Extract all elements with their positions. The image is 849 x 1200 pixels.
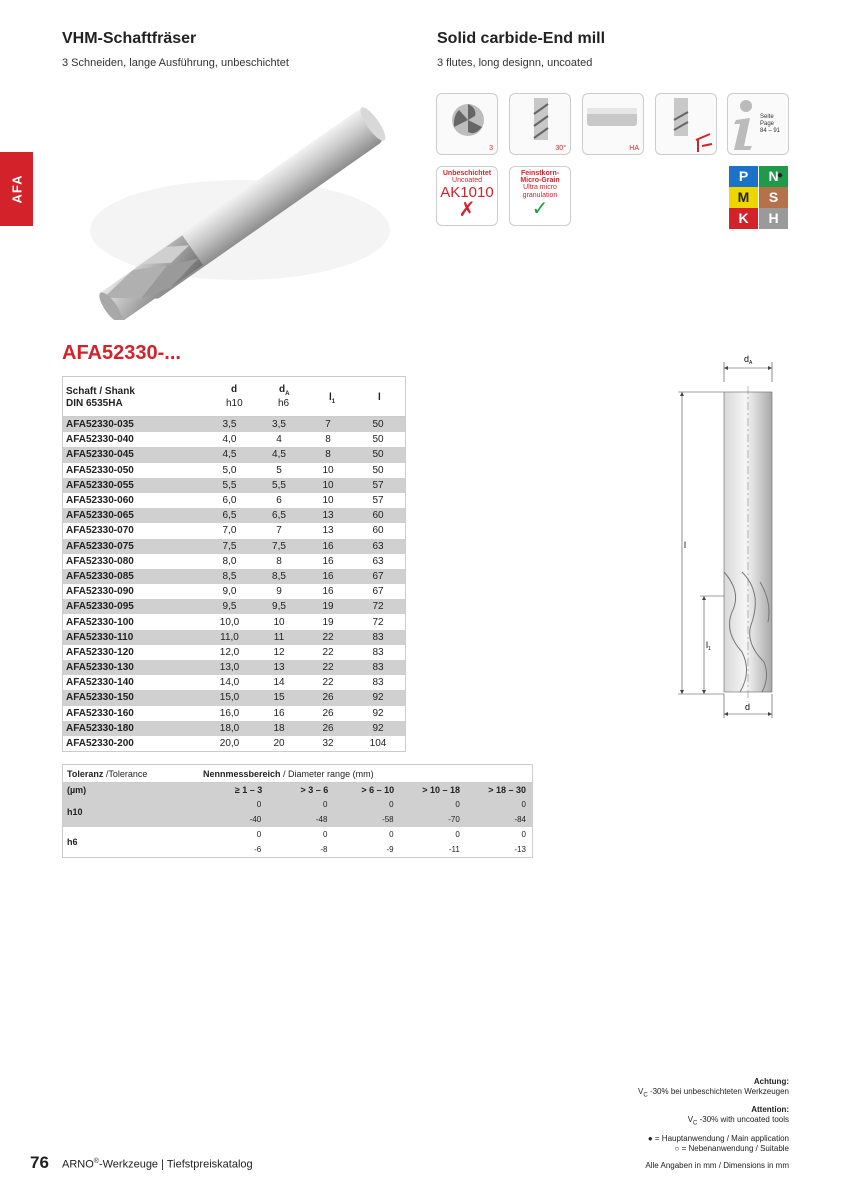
dimension-value: 6,0 bbox=[222, 495, 237, 507]
table-row bbox=[63, 690, 405, 705]
dimension-value: 22 bbox=[322, 677, 334, 689]
range-4: > 10 – 18 bbox=[422, 785, 461, 795]
micro-grain-box bbox=[509, 166, 571, 226]
dimension-value: 7,5 bbox=[222, 540, 237, 552]
dimension-value: 16 bbox=[322, 540, 334, 552]
grain-label-1: Feinstkorn- bbox=[520, 170, 560, 177]
table-row bbox=[63, 721, 405, 736]
dimension-value: 8,5 bbox=[272, 570, 286, 582]
dimension-value: 4 bbox=[276, 434, 282, 446]
dimension-value: 20,0 bbox=[219, 738, 240, 750]
range-header-row bbox=[63, 783, 532, 797]
article-number: AFA52330-070 bbox=[66, 525, 134, 537]
coating-grade: AK1010 bbox=[440, 184, 494, 201]
attention-en-text: $V_C$ -30% with uncoated tools bbox=[687, 1114, 789, 1127]
dimension-value: 5 bbox=[276, 464, 282, 476]
tolerance-label: h10 bbox=[67, 807, 83, 817]
tolerance-title: Toleranz /Tolerance bbox=[67, 768, 148, 779]
dimension-value: 6,5 bbox=[272, 510, 286, 522]
cutting-direction-icon bbox=[655, 93, 717, 155]
dimension-value: 9,5 bbox=[222, 601, 237, 613]
tol-value: 0 bbox=[389, 800, 394, 809]
material-n: N bbox=[759, 166, 788, 187]
article-number: AFA52330-055 bbox=[66, 479, 134, 491]
grain-label-2: Micro-Grain bbox=[520, 177, 560, 184]
table-row bbox=[63, 584, 405, 599]
article-number: AFA52330-120 bbox=[66, 646, 134, 658]
dimension-value: 83 bbox=[372, 631, 384, 643]
dimension-value: 26 bbox=[322, 692, 334, 704]
dimension-value: 22 bbox=[322, 662, 334, 674]
dimension-value: 63 bbox=[372, 555, 384, 567]
dimension-value: 50 bbox=[372, 434, 384, 446]
dimension-value: 83 bbox=[372, 646, 384, 658]
check-icon: ✓ bbox=[531, 198, 549, 220]
dimension-value: 5,5 bbox=[222, 479, 237, 491]
dimension-value: 57 bbox=[372, 495, 384, 507]
catalog-name: ARNO®-Werkzeuge | Tiefstpreiskatalog bbox=[62, 1158, 253, 1171]
unit-label: (µm) bbox=[67, 785, 87, 795]
article-number: AFA52330-065 bbox=[66, 510, 134, 522]
helix-angle-icon bbox=[509, 93, 571, 155]
dimension-value: 16,0 bbox=[219, 707, 240, 719]
article-number: AFA52330-110 bbox=[66, 631, 134, 643]
dimension-value: 8 bbox=[325, 449, 331, 461]
article-number: AFA52330-200 bbox=[66, 738, 134, 750]
attention-de-text: $V_C$ -30% bei unbeschichteten Werkzeugen bbox=[638, 1087, 789, 1099]
article-number: AFA52330-130 bbox=[66, 662, 134, 674]
technical-drawing bbox=[672, 352, 784, 722]
dimension-value: 67 bbox=[372, 570, 384, 582]
info-icon bbox=[727, 93, 789, 155]
tol-value: -84 bbox=[514, 815, 526, 824]
header-da-tol: h6 bbox=[278, 398, 290, 409]
table-row bbox=[63, 614, 405, 629]
article-number: AFA52330-095 bbox=[66, 601, 134, 613]
tol-value: 0 bbox=[256, 830, 262, 839]
dimension-value: 6 bbox=[276, 495, 282, 507]
table-header bbox=[63, 377, 405, 417]
dimension-value: 8 bbox=[276, 555, 282, 567]
header-din: DIN 6535HA bbox=[66, 398, 123, 409]
grain-label-4: granulation bbox=[522, 192, 558, 199]
page-number: 76 bbox=[30, 1153, 49, 1172]
dimension-value: 3,5 bbox=[272, 419, 286, 431]
dimension-value: 16 bbox=[273, 707, 285, 719]
material-h: H bbox=[759, 208, 788, 229]
article-number: AFA52330-045 bbox=[66, 449, 134, 461]
material-k: K bbox=[729, 208, 758, 229]
tolerance-label: h6 bbox=[67, 837, 78, 847]
drawing-label-l1: $l_1$ bbox=[706, 640, 711, 652]
shank-form-icon bbox=[582, 93, 644, 155]
article-number: AFA52330-080 bbox=[66, 555, 134, 567]
range-2: > 3 – 6 bbox=[300, 785, 329, 795]
title-german: VHM-Schaftfräser bbox=[62, 30, 197, 47]
coating-box bbox=[436, 166, 498, 226]
tolerance-row-h6 bbox=[63, 827, 532, 857]
dimension-value: 72 bbox=[372, 601, 384, 613]
tol-value: -11 bbox=[448, 845, 460, 854]
dimension-value: 15,0 bbox=[219, 692, 240, 704]
dimension-value: 26 bbox=[322, 707, 334, 719]
tol-value: 0 bbox=[521, 800, 526, 809]
table-row bbox=[63, 523, 405, 538]
dimension-value: 50 bbox=[372, 419, 384, 431]
dimension-value: 13,0 bbox=[219, 662, 240, 674]
drawing-label-d: d bbox=[745, 702, 751, 712]
table-row bbox=[63, 447, 405, 462]
dimension-value: 83 bbox=[372, 662, 384, 674]
helix-angle-value: 30° bbox=[555, 145, 566, 152]
range-3: > 6 – 10 bbox=[361, 785, 395, 795]
table-body bbox=[63, 417, 405, 751]
tol-value: -48 bbox=[315, 815, 328, 824]
legend-suitable: ○ = Nebenanwendung / Suitable bbox=[674, 1144, 789, 1154]
dimension-table bbox=[62, 376, 406, 752]
material-s: S bbox=[759, 187, 788, 208]
dimension-value: 15 bbox=[273, 692, 285, 704]
dimension-value: 4,0 bbox=[222, 434, 237, 446]
dimension-value: 67 bbox=[372, 586, 384, 598]
tol-value: 0 bbox=[521, 830, 526, 839]
coating-label-en: Uncoated bbox=[452, 177, 482, 184]
dimension-value: 11 bbox=[273, 631, 285, 643]
dimension-value: 14 bbox=[273, 677, 285, 689]
dimension-value: 32 bbox=[322, 738, 334, 750]
tol-value: -58 bbox=[382, 815, 394, 824]
dimension-value: 8,5 bbox=[222, 570, 237, 582]
table-row bbox=[63, 432, 405, 447]
dimension-value: 20 bbox=[273, 738, 285, 750]
dimension-value: 19 bbox=[322, 616, 334, 628]
article-number: AFA52330-140 bbox=[66, 677, 134, 689]
dimension-value: 16 bbox=[322, 570, 334, 582]
dimension-value: 12 bbox=[273, 646, 285, 658]
article-number: AFA52330-180 bbox=[66, 722, 134, 734]
dimension-value: 92 bbox=[372, 707, 384, 719]
subtitle-english: 3 flutes, long designn, uncoated bbox=[437, 57, 593, 69]
dimension-value: 10 bbox=[322, 464, 334, 476]
article-number: AFA52330-100 bbox=[66, 616, 134, 628]
dimension-value: 50 bbox=[372, 449, 384, 461]
dimension-value: 16 bbox=[322, 555, 334, 567]
tol-value: 0 bbox=[455, 830, 460, 839]
section-tab-label: AFA bbox=[9, 174, 24, 204]
dimensions-note: Alle Angaben in mm / Dimensions in mm bbox=[645, 1161, 789, 1170]
dimension-value: 22 bbox=[322, 631, 334, 643]
tol-value: -40 bbox=[249, 815, 262, 824]
dimension-value: 60 bbox=[372, 525, 384, 537]
drawing-label-da: $d_A$ bbox=[744, 354, 753, 366]
table-row bbox=[63, 417, 405, 432]
table-row bbox=[63, 463, 405, 478]
dimension-value: 7,5 bbox=[272, 540, 286, 552]
article-number: AFA52330-085 bbox=[66, 570, 134, 582]
dimension-value: 14,0 bbox=[219, 677, 240, 689]
table-row bbox=[63, 493, 405, 508]
table-row bbox=[63, 478, 405, 493]
tol-value: -6 bbox=[254, 845, 262, 854]
table-row bbox=[63, 599, 405, 614]
subtitle-german: 3 Schneiden, lange Ausführung, unbeschichtet bbox=[62, 57, 289, 69]
header-l1: $l_1$ bbox=[329, 392, 336, 405]
grain-label-3: Ultra micro bbox=[523, 184, 557, 191]
dimension-value: 50 bbox=[372, 464, 384, 476]
dimension-value: 19 bbox=[322, 601, 334, 613]
main-application-dot: ● bbox=[777, 170, 784, 181]
dimension-value: 9 bbox=[276, 586, 282, 598]
table-row bbox=[63, 706, 405, 721]
article-number: AFA52330-035 bbox=[66, 419, 134, 431]
dimension-value: 63 bbox=[372, 540, 384, 552]
cross-icon: ✗ bbox=[458, 199, 476, 221]
dimension-value: 9,5 bbox=[272, 601, 286, 613]
table-row bbox=[63, 630, 405, 645]
header-da: $d_A$ bbox=[279, 384, 290, 397]
dimension-value: 60 bbox=[372, 510, 384, 522]
dimension-value: 18 bbox=[273, 722, 285, 734]
dimension-value: 13 bbox=[322, 525, 334, 537]
dimension-value: 8 bbox=[325, 434, 331, 446]
header-d: d bbox=[231, 384, 238, 395]
dimension-value: 7,0 bbox=[222, 525, 237, 537]
dimension-value: 4,5 bbox=[222, 449, 237, 461]
attention-de-title: Achtung: bbox=[753, 1077, 789, 1086]
dimension-value: 22 bbox=[322, 646, 334, 658]
attention-notes bbox=[638, 1077, 789, 1154]
header-l: l bbox=[378, 392, 381, 403]
legend-main: ● = Hauptanwendung / Main application bbox=[647, 1134, 789, 1144]
table-row bbox=[63, 660, 405, 675]
dimension-value: 92 bbox=[372, 692, 384, 704]
tol-value: -8 bbox=[320, 845, 328, 854]
article-number: AFA52330-040 bbox=[66, 434, 134, 446]
title-english: Solid carbide-End mill bbox=[437, 30, 606, 47]
info-page-label: Seite Page bbox=[760, 114, 775, 127]
tol-value: -13 bbox=[514, 845, 526, 854]
dimension-value: 104 bbox=[369, 738, 387, 750]
dimension-value: 18,0 bbox=[219, 722, 240, 734]
article-number: AFA52330-075 bbox=[66, 540, 134, 552]
tolerance-table bbox=[62, 764, 533, 858]
material-p: P bbox=[729, 166, 758, 187]
table-row bbox=[63, 508, 405, 523]
dimension-value: 57 bbox=[372, 479, 384, 491]
tolerance-row-h10 bbox=[63, 797, 532, 827]
header-d-tol: h10 bbox=[226, 398, 243, 409]
tolerance-header bbox=[63, 765, 532, 783]
tol-value: -70 bbox=[448, 815, 460, 824]
dimension-value: 5,0 bbox=[222, 464, 237, 476]
attention-en-title: Attention: bbox=[751, 1104, 789, 1114]
dimension-value: 13 bbox=[322, 510, 334, 522]
dimension-value: 13 bbox=[273, 662, 285, 674]
info-page-range: 84 – 91 bbox=[760, 128, 781, 134]
dimension-value: 3,5 bbox=[222, 419, 237, 431]
tol-value: 0 bbox=[256, 800, 262, 809]
article-number: AFA52330-050 bbox=[66, 464, 134, 476]
flutes-value: 3 bbox=[489, 145, 493, 152]
range-5: > 18 – 30 bbox=[488, 785, 526, 795]
dimension-value: 4,5 bbox=[272, 449, 286, 461]
tol-value: 0 bbox=[389, 830, 394, 839]
table-row bbox=[63, 645, 405, 660]
drawing-label-l: l bbox=[684, 540, 686, 550]
dimension-value: 8,0 bbox=[222, 555, 237, 567]
dimension-value: 10,0 bbox=[219, 616, 240, 628]
article-number: AFA52330-160 bbox=[66, 707, 134, 719]
dimension-value: 11,0 bbox=[220, 631, 239, 643]
range-1: ≥ 1 – 3 bbox=[234, 785, 263, 795]
dimension-value: 9,0 bbox=[222, 586, 237, 598]
dimension-value: 16 bbox=[322, 586, 334, 598]
tol-value: 0 bbox=[322, 800, 328, 809]
dimension-value: 10 bbox=[322, 479, 334, 491]
dimension-value: 83 bbox=[372, 677, 384, 689]
diameter-range-title: Nennmessbereich / Diameter range (mm) bbox=[203, 768, 374, 779]
tol-value: 0 bbox=[455, 800, 460, 809]
table-row bbox=[63, 554, 405, 569]
table-row bbox=[63, 736, 405, 751]
dimension-value: 7 bbox=[325, 419, 331, 431]
header-shank: Schaft / Shank bbox=[66, 386, 135, 397]
article-number: AFA52330-150 bbox=[66, 692, 134, 704]
table-row bbox=[63, 675, 405, 690]
dimension-value: 10 bbox=[273, 616, 285, 628]
table-row bbox=[63, 569, 405, 584]
section-tab bbox=[0, 152, 33, 226]
product-code: AFA52330-... bbox=[62, 342, 181, 364]
dimension-value: 92 bbox=[372, 722, 384, 734]
table-row bbox=[63, 539, 405, 554]
material-m: M bbox=[729, 187, 758, 208]
dimension-value: 72 bbox=[372, 616, 384, 628]
tol-value: 0 bbox=[322, 830, 328, 839]
flutes-icon bbox=[436, 93, 498, 155]
tol-value: -9 bbox=[386, 845, 394, 854]
coating-label-de: Unbeschichtet bbox=[442, 170, 492, 177]
dimension-value: 12,0 bbox=[219, 646, 240, 658]
dimension-value: 6,5 bbox=[222, 510, 237, 522]
dimension-value: 7 bbox=[276, 525, 282, 537]
article-number: AFA52330-090 bbox=[66, 586, 134, 598]
end-mill-photo bbox=[60, 80, 420, 320]
shank-form-value: HA bbox=[629, 145, 639, 152]
dimension-value: 5,5 bbox=[272, 479, 286, 491]
dimension-value: 10 bbox=[322, 495, 334, 507]
dimension-value: 26 bbox=[322, 722, 334, 734]
article-number: AFA52330-060 bbox=[66, 495, 134, 507]
